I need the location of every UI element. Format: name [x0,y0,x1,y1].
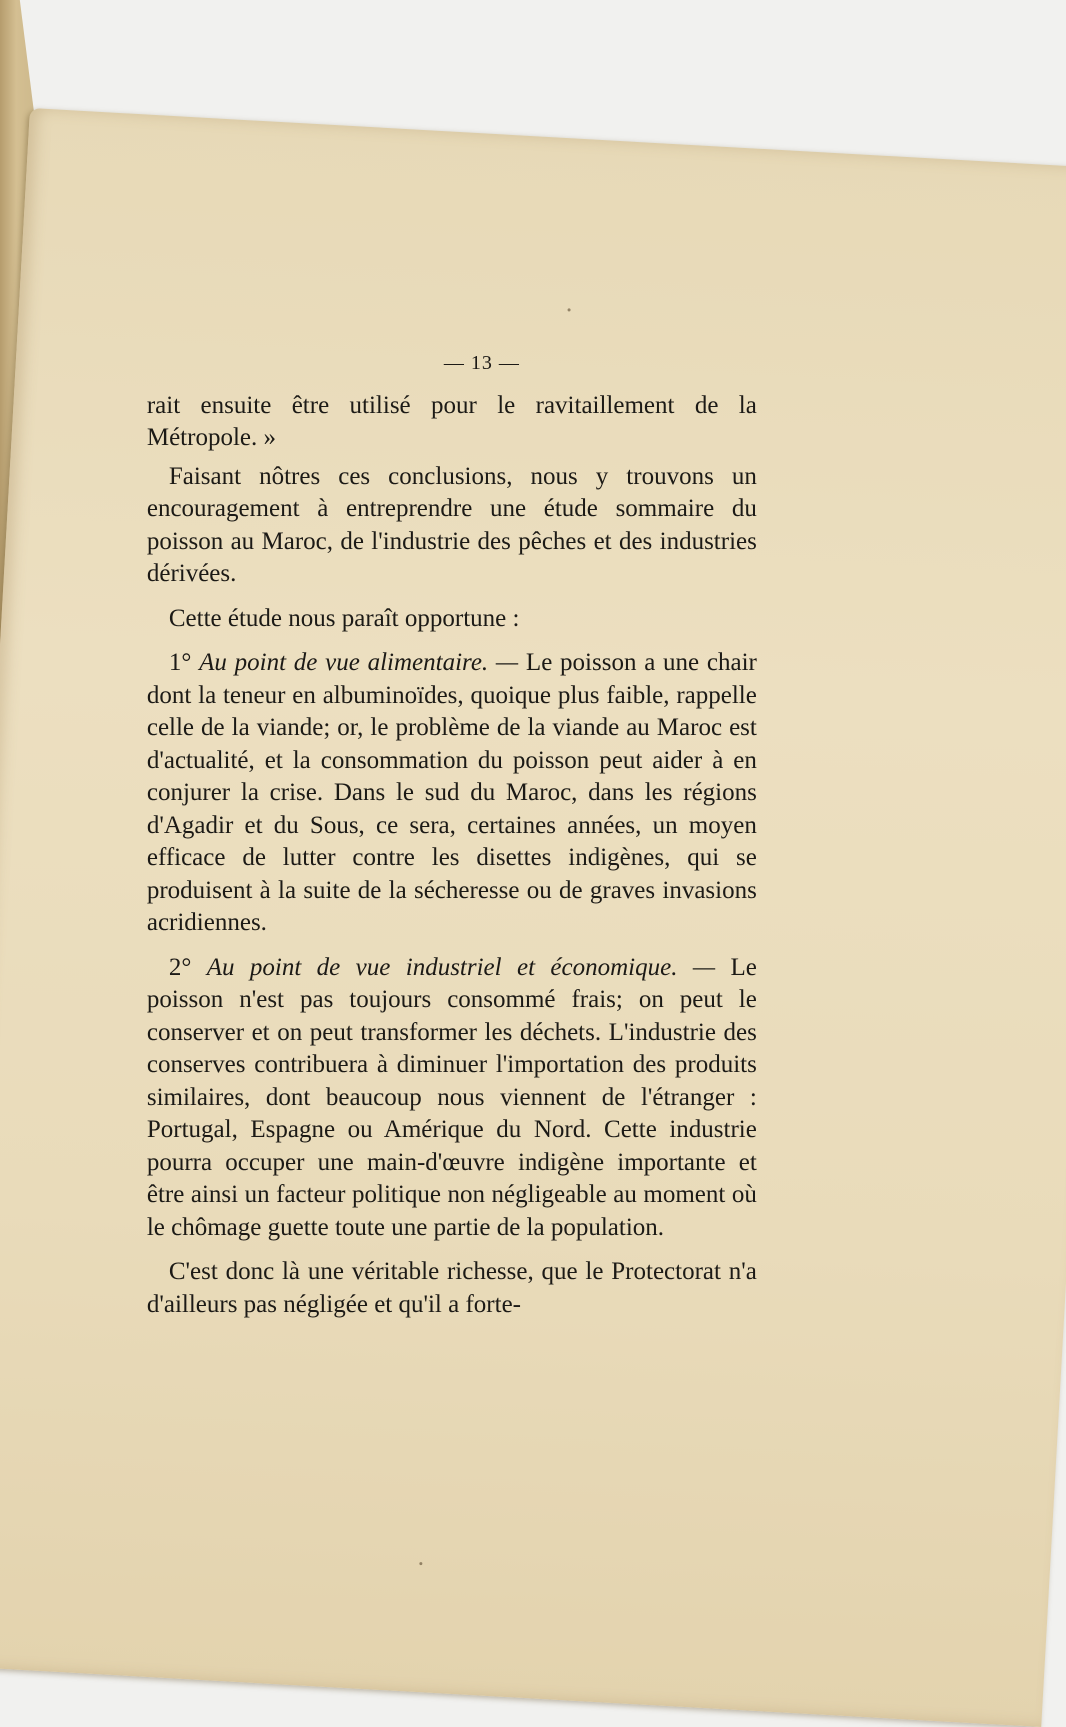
item-heading: Au point de vue industriel et économique. — [206,953,716,981]
paragraph-text: C'est donc là une véritable richesse, que le Protectorat n'a d'ailleurs pas négligée et qu'il a forte- [146,1257,757,1318]
paper-speck [567,308,570,311]
paragraph-text: Faisant nôtres ces conclusions, nous y trouvons un encouragement à entreprendre une étude sommaire du poisson au Maroc, de l'industrie des pêches et des industries dérivées. [146,462,757,587]
paragraph-text: Le poisson n'est pas toujours consommé frais; on peut le conserver et on peut transformer les déchets. L'industrie des conserves contribuera à diminuer l'importation des produits similaires, dont beaucoup nous viennent de l'étranger : Portugal, Espagne ou Amérique du Nord. Cette industrie pourra occuper une main-d'œuvre indigène importante et être ainsi un facteur politique non négligeable au moment où le chômage guette toute une partie de la population. [146,953,757,1241]
paragraph-richesse [147,1256,757,1321]
page-number: — 13 — [443,351,520,374]
paragraph-opportune [147,602,757,635]
paragraph-conclusions [147,460,757,590]
paragraph-text: Cette étude nous paraît opportune : [168,604,520,632]
paper-speck [419,1562,422,1565]
paragraph-point-industriel [147,951,757,1244]
paragraph-continuation [147,389,757,454]
page-text-block [147,347,757,1327]
paragraph-text: rait ensuite être utilisé pour le ravitaillement de la Métropole. » [146,391,757,451]
paragraph-text: Le poisson a une chair dont la teneur en albuminoïdes, quoique plus faible, rappelle celle de la viande; or, le problème de la viande au Maroc est d'actualité, et la consommation du poisson peut aider à en conjurer la crise. Dans le sud du Maroc, dans les régions d'Agadir et du Sous, ce sera, certaines années, un moyen efficace de lutter contre les disettes indigènes, qui se produisent à la suite de la sécheresse ou de graves invasions acridiennes. [146,648,757,936]
item-number: 1° [168,648,192,676]
item-heading: Au point de vue alimentaire. — [199,648,519,676]
item-number: 2° [168,953,192,981]
book-page [0,108,1066,1727]
paragraph-point-alimentaire [147,647,757,940]
